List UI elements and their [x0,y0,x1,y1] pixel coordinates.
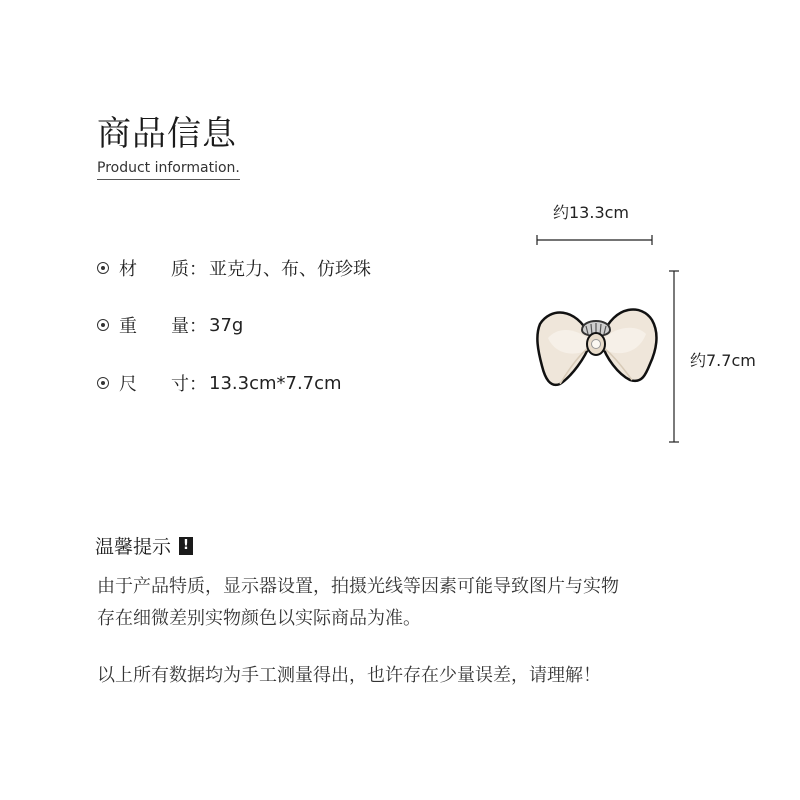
spec-key-first: 重 [119,316,137,337]
spec-row-size [97,370,342,396]
page-title: 商品信息 [97,114,237,154]
spec-value: 13.3cm*7.7cm [209,372,342,394]
notice-line: 存在细微差别实物颜色以实际商品为准。 [97,608,421,629]
spec-key-first: 材 [119,259,137,280]
spec-key-second: 质 [171,259,189,280]
width-dimension-label: 约13.3cm [553,203,630,222]
spec-value: 37g [209,314,244,336]
spec-row-weight [97,312,243,338]
spec-separator: ： [189,374,207,395]
spec-separator: ： [189,316,207,337]
spec-separator: ： [189,259,207,280]
spec-key-first: 尺 [119,374,137,395]
spec-value: 亚克力、布、仿珍珠 [209,259,371,280]
warning-icon: ! [179,537,193,555]
bullet-circle-icon [97,377,109,389]
notice-paragraph-1 [97,571,619,635]
notice-title: 温馨提示 [95,536,172,558]
notice-paragraph-2: 以上所有数据均为手工测量得出，也许存在少量误差，请理解！ [97,665,601,686]
width-dimension-line [534,232,656,248]
bullet-circle-icon [97,262,109,274]
bullet-circle-icon [97,319,109,331]
product-bow-image [530,296,665,396]
spec-row-material [97,255,371,281]
spec-key-second: 量 [171,316,189,337]
notice-heading [95,532,193,559]
height-dimension-line [666,268,682,446]
spec-key-second: 寸 [171,374,189,395]
height-dimension-label: 约7.7cm [690,351,756,370]
notice-line: 由于产品特质，显示器设置，拍摄光线等因素可能导致图片与实物 [97,576,619,597]
page-subtitle: Product information. [97,160,240,180]
